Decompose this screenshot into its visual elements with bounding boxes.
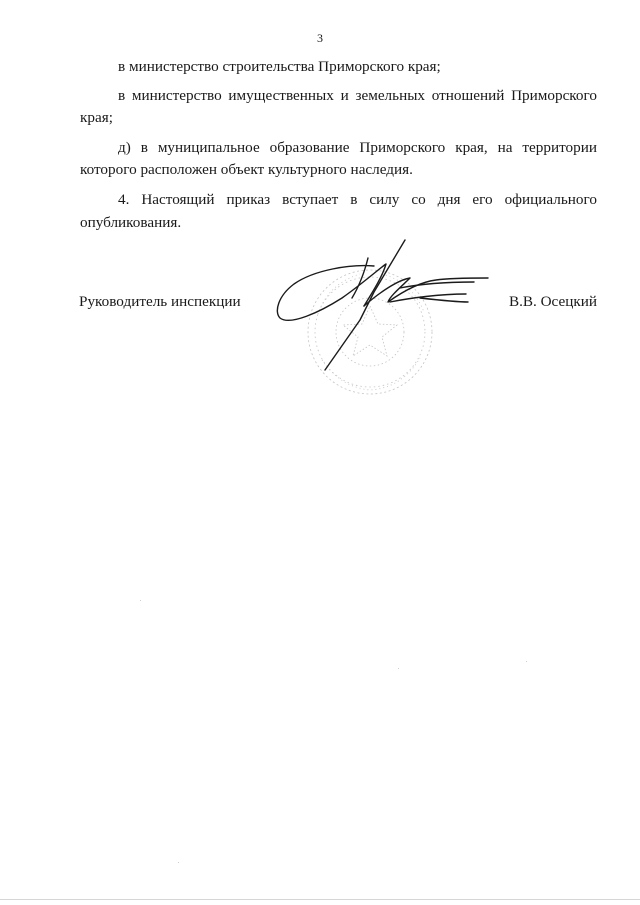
seal	[308, 270, 432, 394]
scan-bottom-edge	[0, 899, 640, 900]
word: и	[340, 87, 349, 104]
scan-mark	[140, 600, 141, 601]
handwritten-signature	[277, 240, 488, 370]
word: его	[472, 191, 493, 208]
paragraph-ministry-property-line2: края;	[80, 109, 113, 126]
word: края,	[455, 139, 488, 156]
word: земельных	[355, 87, 425, 104]
word: отношений	[431, 87, 505, 104]
word: д)	[118, 139, 131, 156]
paragraph-ministry-property-line1	[118, 86, 597, 106]
word: в	[118, 87, 126, 104]
word: приказ	[226, 191, 271, 208]
word: муниципальное	[157, 139, 260, 156]
paragraph-ministry-construction: в министерство строительства Приморского края;	[118, 58, 441, 75]
word: образование	[269, 139, 350, 156]
signatory-name: В.В. Осецкий	[508, 293, 597, 310]
word: министерство	[131, 87, 222, 104]
word: Настоящий	[141, 191, 215, 208]
signature-and-seal	[270, 232, 500, 412]
paragraph-effective-line2: опубликования.	[80, 214, 182, 231]
paragraph-municipality-line2: которого расположен объект культурного наследия.	[80, 161, 413, 178]
scan-mark	[526, 661, 527, 662]
word: Приморского	[359, 139, 446, 156]
word: на	[497, 139, 513, 156]
word: вступает	[282, 191, 339, 208]
word: имущественных	[228, 87, 334, 104]
scan-mark	[398, 668, 399, 669]
page-number: 3	[317, 31, 323, 45]
official-seal-stamp	[270, 232, 500, 412]
word: в	[350, 191, 358, 208]
paragraph-municipality-line1	[118, 138, 597, 158]
signatory-position: Руководитель инспекции	[79, 293, 241, 310]
scan-mark	[178, 862, 179, 863]
word: силу	[369, 191, 400, 208]
word: со	[411, 191, 426, 208]
word: Приморского	[511, 87, 597, 104]
word: в	[140, 139, 148, 156]
word: 4.	[118, 191, 130, 208]
word: территории	[522, 139, 597, 156]
word: официального	[504, 191, 597, 208]
paragraph-effective-line1	[118, 190, 597, 210]
word: дня	[437, 191, 461, 208]
